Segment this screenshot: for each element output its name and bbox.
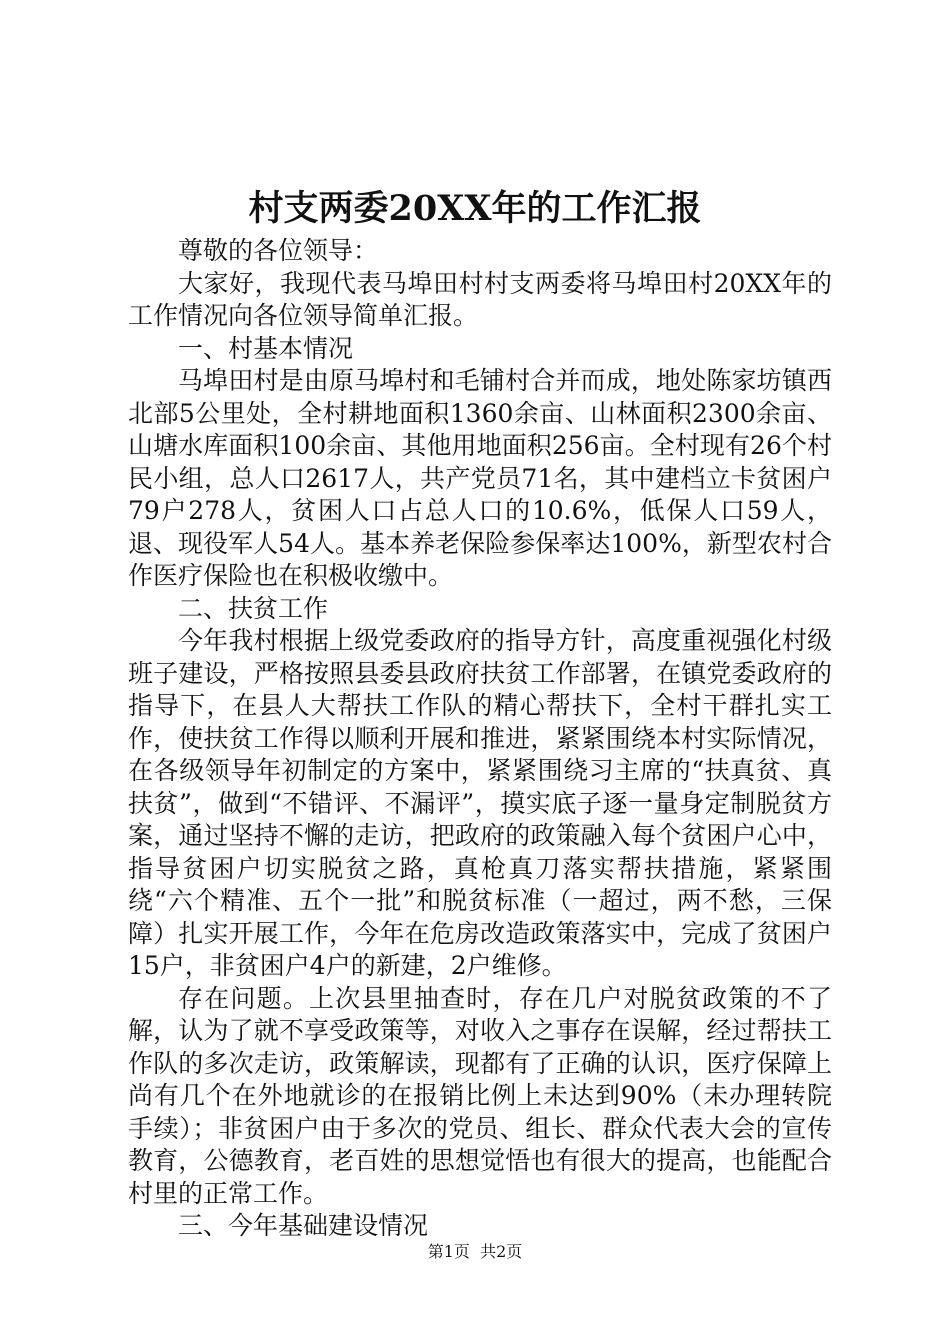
page-number: 第1页 (427, 1242, 470, 1261)
section-heading-3: 三、今年基础建设情况 (178, 1211, 429, 1240)
document-title: 村支两委20XX年的工作汇报 (248, 188, 702, 229)
document-body (128, 235, 832, 1243)
problems-paragraph: 存在问题。上次县里抽查时，存在几户对脱贫政策的不了解，认为了就不享受政策等，对收入之事存在误解，经过帮扶工作队的多次走访，政策解读，现都有了正确的认识，医疗保障上尚有几个在外地就诊的在报销比例上未达到90%（未办理转院手续）；非贫困户由于多次的党员、组长、群众代表大会的宣传教育，公德教育，老百姓的思想觉悟也有很大的提高，也能配合村里的正常工作。 (128, 983, 832, 1208)
poverty-work-paragraph: 今年我村根据上级党委政府的指导方针，高度重视强化村级班子建设，严格按照县委县政府扶贫工作部署，在镇党委政府的指导下，在县人大帮扶工作队的精心帮扶下，全村干群扎实工作，使扶贫工作得以顺利开展和推进，紧紧围绕本村实际情况，在各级领导年初制定的方案中，紧紧围绕习主席的“扶真贫、真扶贫”，做到“不错评、不漏评”，摸实底子逐一量身定制脱贫方案，通过坚持不懈的走访，把政府的政策融入每个贫困户心中，指导贫困户切实脱贫之路，真枪真刀落实帮扶措施，紧紧围绕“六个精准、五个一批”和脱贫标准（一超过，两不愁，三保障）扎实开展工作，今年在危房改造政策落实中，完成了贫困户15户，非贫困户4户的新建，2户维修。 (128, 626, 832, 980)
page-footer (0, 1242, 950, 1262)
section-heading-1: 一、村基本情况 (178, 333, 354, 363)
section-heading-2: 二、扶贫工作 (178, 593, 329, 623)
intro-paragraph: 大家好，我现代表马埠田村村支两委将马埠田村20XX年的工作情况向各位领导简单汇报。 (128, 268, 832, 330)
page-total: 共2页 (480, 1242, 523, 1261)
salutation: 尊敬的各位领导： (178, 236, 379, 265)
village-overview-paragraph: 马埠田村是由原马埠村和毛铺村合并而成，地处陈家坊镇西北部5公里处，全村耕地面积1360余亩、山林面积2300余亩、山塘水库面积100余亩、其他用地面积256亩。全村现有26个村民小组，总人口2617人，共产党员71名，其中建档立卡贫困户79户278人，贫困人口占总人口的10.6%，低保人口59人，退、现役军人54人。基本养老保险参保率达100%，新型农村合作医疗保险也在积极收缴中。 (128, 366, 832, 590)
